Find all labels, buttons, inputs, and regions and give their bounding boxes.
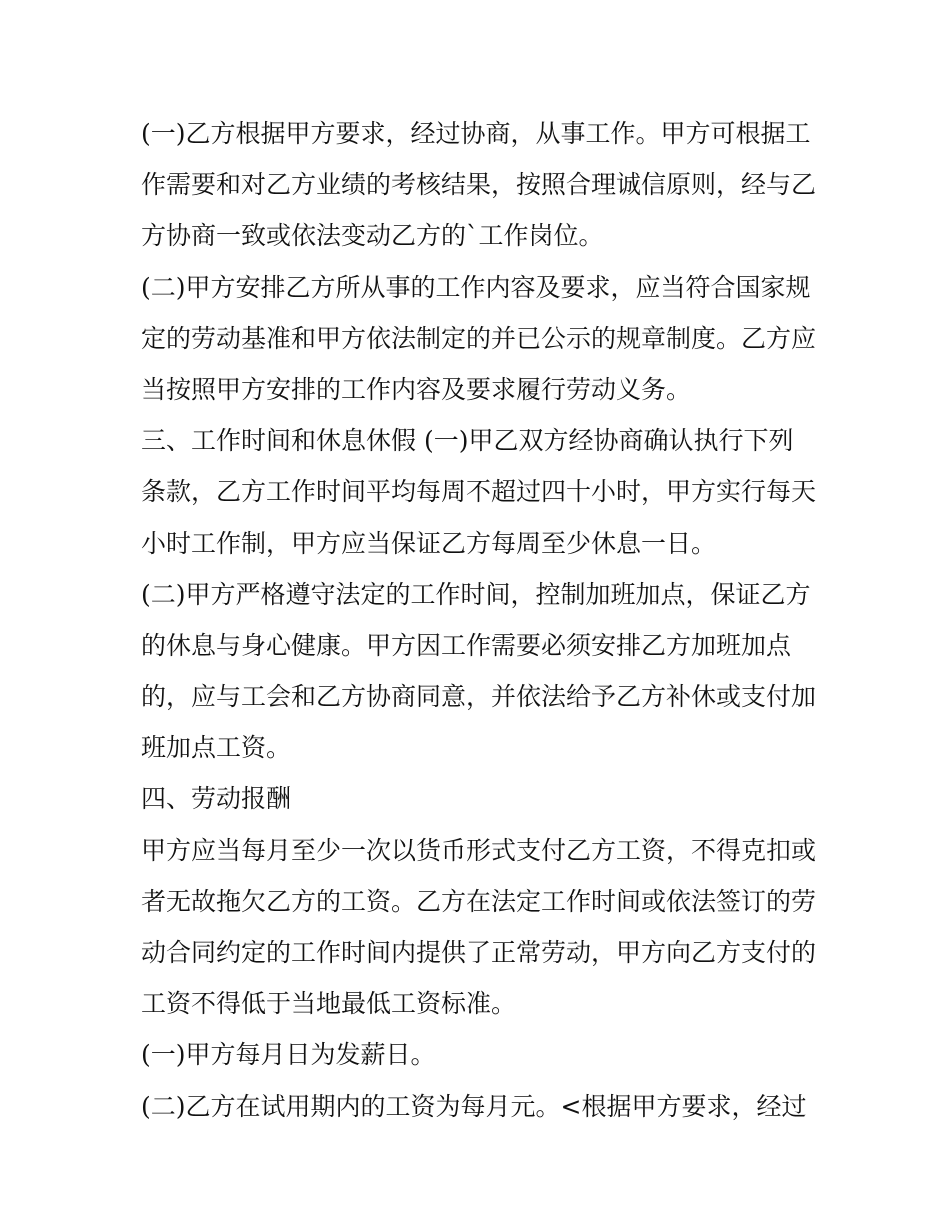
text-line: 的休息与身心健康。甲方因工作需要必须安排乙方加班加点: [141, 630, 792, 660]
text-line: (一)乙方根据甲方要求，经过协商，从事工作。甲方可根据工: [141, 119, 811, 148]
text-line: 动合同约定的工作时间内提供了正常劳动，甲方向乙方支付的: [141, 938, 817, 967]
text-line: 当按照甲方安排的工作内容及要求履行劳动义务。: [141, 374, 692, 404]
text-line: 定的劳动基准和甲方依法制定的并已公示的规章制度。乙方应: [141, 323, 817, 353]
text-line: 方协商一致或依法变动乙方的`工作岗位。: [141, 221, 604, 251]
text-line: 甲方应当每月至少一次以货币形式支付乙方工资，不得克扣或: [141, 835, 817, 865]
text-line: (二)甲方安排乙方所从事的工作内容及要求，应当符合国家规: [141, 272, 811, 302]
text-line: 条款，乙方工作时间平均每周不超过四十小时，甲方实行每天: [141, 477, 817, 507]
text-line: (一)甲方每月日为发薪日。: [141, 1040, 436, 1070]
text-line: (二)甲方严格遵守法定的工作时间，控制加班加点，保证乙方: [141, 579, 811, 609]
text-line: 的，应与工会和乙方协商同意，并依法给予乙方补休或支付加: [141, 682, 817, 712]
section-heading-line: 三、工作时间和休息休假 (一)甲乙双方经协商确认执行下列: [141, 426, 794, 456]
text-line: 班加点工资。: [141, 733, 292, 763]
text-line: 者无故拖欠乙方的工资。乙方在法定工作时间或依法签订的劳: [141, 886, 817, 916]
text-line: (二)乙方在试用期内的工资为每月元。<根据甲方要求，经过: [141, 1091, 807, 1121]
section-heading: 四、劳动报酬: [141, 784, 292, 814]
document-body: [141, 108, 841, 1132]
text-line: 工资不得低于当地最低工资标准。: [141, 989, 517, 1019]
text-line: 小时工作制，甲方应当保证乙方每周至少休息一日。: [141, 528, 717, 558]
text-line: 作需要和对乙方业绩的考核结果，按照合理诚信原则，经与乙: [141, 170, 817, 200]
